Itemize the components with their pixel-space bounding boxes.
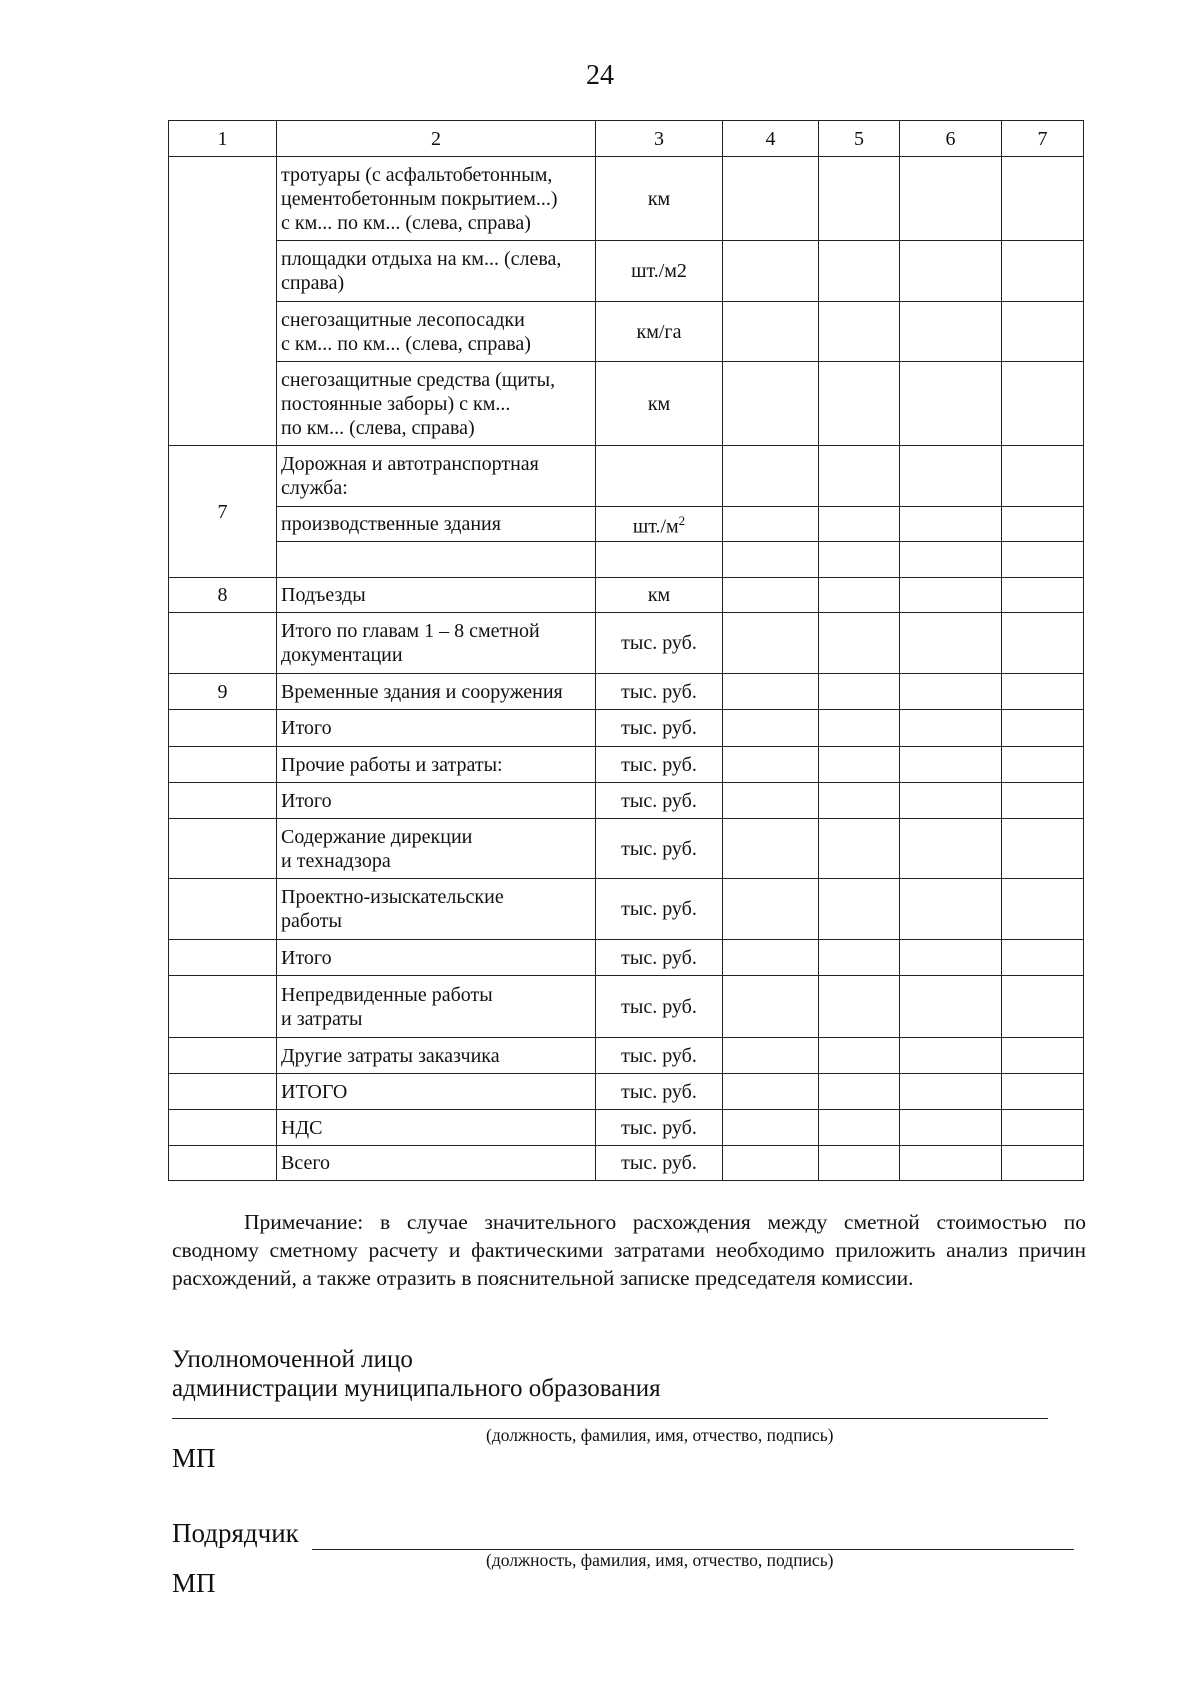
value-cell-col5 xyxy=(819,710,900,747)
table-row xyxy=(169,542,1084,578)
table-row xyxy=(169,241,1084,302)
unit-cell xyxy=(596,674,723,710)
value-cell-col4 xyxy=(723,362,819,446)
item-name-cell xyxy=(277,783,596,819)
page-number: 24 xyxy=(586,60,614,91)
value-cell-col7 xyxy=(1002,302,1084,362)
table-row xyxy=(169,747,1084,783)
item-name-cell xyxy=(277,362,596,446)
value-cell-col6 xyxy=(900,241,1002,302)
authorized-person xyxy=(172,1345,661,1403)
value-cell-col5 xyxy=(819,302,900,362)
item-name-text: тротуары (с асфальтобетонным, цементобетонным покрытием...) с км... по км... (слева, справа) xyxy=(281,163,558,234)
value-cell-col5 xyxy=(819,157,900,241)
authorized-line-1: Уполномоченной лицо xyxy=(172,1346,413,1373)
item-name-cell xyxy=(277,446,596,507)
item-name-text: НДС xyxy=(281,1116,323,1139)
item-name-text: ИТОГО xyxy=(281,1080,348,1103)
stamp-place-authorized: МП xyxy=(172,1443,216,1473)
item-name-text: Непредвиденные работы и затраты xyxy=(281,983,493,1030)
value-cell-col5 xyxy=(819,1038,900,1074)
value-cell-col4 xyxy=(723,1038,819,1074)
item-name-cell xyxy=(277,241,596,302)
header-cell-1: 1 xyxy=(169,121,277,157)
value-cell-col5 xyxy=(819,1146,900,1181)
unit-text: тыс. руб. xyxy=(621,1080,697,1103)
item-name-text: Временные здания и сооружения xyxy=(281,680,563,703)
value-cell-col7 xyxy=(1002,747,1084,783)
header-cell-6: 6 xyxy=(900,121,1002,157)
value-cell-col4 xyxy=(723,1074,819,1110)
unit-text: км xyxy=(647,187,671,210)
table-body xyxy=(169,121,1084,1181)
value-cell-col6 xyxy=(900,819,1002,879)
unit-text: тыс. руб. xyxy=(621,995,697,1018)
item-name-cell xyxy=(277,674,596,710)
item-name-cell xyxy=(277,542,596,578)
value-cell-col4 xyxy=(723,241,819,302)
unit-text: тыс. руб. xyxy=(621,753,697,776)
table-row xyxy=(169,1146,1084,1181)
value-cell-col4 xyxy=(723,976,819,1038)
row-number-cell xyxy=(169,783,277,819)
table-row xyxy=(169,613,1084,674)
contractor-label: Подрядчик xyxy=(172,1518,299,1548)
unit-text: тыс. руб. xyxy=(621,1044,697,1067)
unit-text: тыс. руб. xyxy=(621,1152,697,1174)
item-name-cell xyxy=(277,1074,596,1110)
value-cell-col5 xyxy=(819,507,900,542)
unit-cell xyxy=(596,819,723,879)
table-row xyxy=(169,578,1084,613)
value-cell-col7 xyxy=(1002,613,1084,674)
table-row xyxy=(169,302,1084,362)
header-cell-5: 5 xyxy=(819,121,900,157)
item-name-text: Другие затраты заказчика xyxy=(281,1044,500,1067)
row-number-cell xyxy=(169,819,277,879)
value-cell-col5 xyxy=(819,674,900,710)
unit-cell xyxy=(596,241,723,302)
value-cell-col4 xyxy=(723,507,819,542)
table-row xyxy=(169,783,1084,819)
value-cell-col7 xyxy=(1002,578,1084,613)
value-cell-col7 xyxy=(1002,241,1084,302)
value-cell-col7 xyxy=(1002,1074,1084,1110)
value-cell-col4 xyxy=(723,1146,819,1181)
value-cell-col7 xyxy=(1002,1110,1084,1146)
unit-text: км/га xyxy=(636,320,682,343)
unit-text: тыс. руб. xyxy=(621,632,697,654)
item-name-text: Итого xyxy=(281,946,332,969)
value-cell-col4 xyxy=(723,578,819,613)
item-name-text: Итого xyxy=(281,717,332,739)
unit-cell xyxy=(596,362,723,446)
table-header-row xyxy=(169,121,1084,157)
item-name-cell xyxy=(277,613,596,674)
value-cell-col5 xyxy=(819,1074,900,1110)
item-name-text: Дорожная и автотранспортная служба: xyxy=(281,453,539,499)
row-number-cell: 7 xyxy=(169,446,277,578)
unit-cell xyxy=(596,783,723,819)
item-name-cell xyxy=(277,302,596,362)
value-cell-col4 xyxy=(723,783,819,819)
value-cell-col4 xyxy=(723,1110,819,1146)
unit-cell xyxy=(596,542,723,578)
item-name-cell xyxy=(277,747,596,783)
unit-cell xyxy=(596,302,723,362)
unit-text: км xyxy=(647,584,671,606)
unit-text: тыс. руб. xyxy=(621,946,697,969)
value-cell-col6 xyxy=(900,783,1002,819)
value-cell-col4 xyxy=(723,819,819,879)
value-cell-col7 xyxy=(1002,674,1084,710)
item-name-text: Проектно-изыскательские работы xyxy=(281,886,504,932)
value-cell-col6 xyxy=(900,613,1002,674)
unit-text: тыс. руб. xyxy=(621,898,697,920)
item-name-cell xyxy=(277,976,596,1038)
item-name-cell xyxy=(277,507,596,542)
value-cell-col5 xyxy=(819,940,900,976)
item-name-cell xyxy=(277,879,596,940)
value-cell-col6 xyxy=(900,1146,1002,1181)
value-cell-col7 xyxy=(1002,362,1084,446)
value-cell-col4 xyxy=(723,302,819,362)
value-cell-col7 xyxy=(1002,157,1084,241)
header-cell-3: 3 xyxy=(596,121,723,157)
item-name-text: Подъезды xyxy=(281,584,366,606)
unit-cell xyxy=(596,976,723,1038)
unit-text: тыс. руб. xyxy=(621,680,697,703)
signature-line-authorized xyxy=(172,1418,1048,1419)
value-cell-col5 xyxy=(819,819,900,879)
value-cell-col5 xyxy=(819,446,900,507)
unit-cell xyxy=(596,1146,723,1181)
value-cell-col6 xyxy=(900,674,1002,710)
row-number-cell xyxy=(169,1074,277,1110)
value-cell-col4 xyxy=(723,157,819,241)
table-row xyxy=(169,976,1084,1038)
row-number-cell xyxy=(169,976,277,1038)
row-number-cell xyxy=(169,1110,277,1146)
row-number-cell xyxy=(169,1038,277,1074)
unit-cell xyxy=(596,1074,723,1110)
value-cell-col6 xyxy=(900,747,1002,783)
value-cell-col7 xyxy=(1002,542,1084,578)
unit-cell xyxy=(596,507,723,542)
value-cell-col4 xyxy=(723,674,819,710)
item-name-text: Итого по главам 1 – 8 сметной документации xyxy=(281,620,540,666)
unit-cell xyxy=(596,446,723,507)
value-cell-col4 xyxy=(723,940,819,976)
value-cell-col6 xyxy=(900,940,1002,976)
unit-text: тыс. руб. xyxy=(621,1116,697,1139)
item-name-text: снегозащитные средства (щиты, постоянные заборы) с км... по км... (слева, справа) xyxy=(281,368,556,439)
value-cell-col4 xyxy=(723,446,819,507)
table-row xyxy=(169,710,1084,747)
table-row xyxy=(169,507,1084,542)
value-cell-col7 xyxy=(1002,976,1084,1038)
value-cell-col5 xyxy=(819,747,900,783)
value-cell-col6 xyxy=(900,157,1002,241)
unit-cell xyxy=(596,710,723,747)
value-cell-col5 xyxy=(819,976,900,1038)
value-cell-col5 xyxy=(819,542,900,578)
item-name-cell xyxy=(277,1038,596,1074)
value-cell-col5 xyxy=(819,783,900,819)
value-cell-col4 xyxy=(723,542,819,578)
value-cell-col6 xyxy=(900,578,1002,613)
value-cell-col6 xyxy=(900,1110,1002,1146)
value-cell-col4 xyxy=(723,747,819,783)
value-cell-col6 xyxy=(900,362,1002,446)
value-cell-col6 xyxy=(900,976,1002,1038)
value-cell-col6 xyxy=(900,542,1002,578)
item-name-text: снегозащитные лесопосадки с км... по км... (слева, справа) xyxy=(281,308,531,355)
value-cell-col5 xyxy=(819,879,900,940)
row-number-cell: 8 xyxy=(169,578,277,613)
value-cell-col6 xyxy=(900,879,1002,940)
unit-cell xyxy=(596,1110,723,1146)
table-row xyxy=(169,362,1084,446)
item-name-text: площадки отдыха на км... (слева, справа) xyxy=(281,248,562,294)
value-cell-col4 xyxy=(723,613,819,674)
table-row xyxy=(169,674,1084,710)
item-name-text: Прочие работы и затраты: xyxy=(281,753,503,776)
stamp-place-contractor: МП xyxy=(172,1568,216,1598)
item-name-cell xyxy=(277,157,596,241)
item-name-cell xyxy=(277,1146,596,1181)
header-cell-2: 2 xyxy=(277,121,596,157)
signature-hint-contractor: (должность, фамилия, имя, отчество, подпись) xyxy=(486,1550,834,1570)
item-name-cell xyxy=(277,940,596,976)
table-row xyxy=(169,819,1084,879)
unit-cell xyxy=(596,1038,723,1074)
unit-superscript: 2 xyxy=(678,513,686,529)
row-number-cell xyxy=(169,710,277,747)
value-cell-col5 xyxy=(819,578,900,613)
value-cell-col4 xyxy=(723,710,819,747)
note-paragraph: Примечание: в случае значительного расхождения между сметной стоимостью по сводному сметному расчету и фактическими затратами необходимо приложить анализ причин расхождений, а также отразить в пояснительной записке председателя комиссии. xyxy=(172,1210,1086,1290)
value-cell-col6 xyxy=(900,1038,1002,1074)
item-name-cell xyxy=(277,578,596,613)
value-cell-col6 xyxy=(900,710,1002,747)
value-cell-col6 xyxy=(900,302,1002,362)
value-cell-col6 xyxy=(900,446,1002,507)
row-number-cell xyxy=(169,1146,277,1181)
row-number-cell xyxy=(169,613,277,674)
item-name-cell xyxy=(277,819,596,879)
item-name-text: производственные здания xyxy=(281,513,501,535)
value-cell-col4 xyxy=(723,879,819,940)
value-cell-col6 xyxy=(900,507,1002,542)
value-cell-col7 xyxy=(1002,1038,1084,1074)
item-name-cell xyxy=(277,1110,596,1146)
table-row xyxy=(169,1074,1084,1110)
unit-cell xyxy=(596,613,723,674)
table-row xyxy=(169,940,1084,976)
unit-text: тыс. руб. xyxy=(621,789,697,812)
value-cell-col7 xyxy=(1002,783,1084,819)
value-cell-col5 xyxy=(819,362,900,446)
item-name-text: Всего xyxy=(281,1152,331,1174)
table-row xyxy=(169,1110,1084,1146)
table-row xyxy=(169,1038,1084,1074)
item-name-text: Итого xyxy=(281,789,332,812)
value-cell-col7 xyxy=(1002,940,1084,976)
row-number-cell xyxy=(169,157,277,446)
value-cell-col7 xyxy=(1002,819,1084,879)
row-number-cell xyxy=(169,940,277,976)
value-cell-col6 xyxy=(900,1074,1002,1110)
value-cell-col5 xyxy=(819,1110,900,1146)
value-cell-col7 xyxy=(1002,446,1084,507)
table-row xyxy=(169,879,1084,940)
row-number-cell: 9 xyxy=(169,674,277,710)
header-cell-4: 4 xyxy=(723,121,819,157)
item-name-text: Содержание дирекции и технадзора xyxy=(281,825,473,872)
value-cell-col7 xyxy=(1002,879,1084,940)
table-row xyxy=(169,446,1084,507)
table-row xyxy=(169,157,1084,241)
item-name-cell xyxy=(277,710,596,747)
unit-text: км xyxy=(647,392,671,415)
unit-cell xyxy=(596,578,723,613)
value-cell-col7 xyxy=(1002,507,1084,542)
row-number-cell xyxy=(169,879,277,940)
value-cell-col5 xyxy=(819,241,900,302)
estimate-table xyxy=(168,120,1084,1181)
unit-text: тыс. руб. xyxy=(621,837,697,860)
authorized-line-2: администрации муниципального образования xyxy=(172,1375,661,1402)
value-cell-col7 xyxy=(1002,1146,1084,1181)
value-cell-col5 xyxy=(819,613,900,674)
row-number-cell xyxy=(169,747,277,783)
unit-text: шт./м xyxy=(632,515,679,538)
unit-cell xyxy=(596,157,723,241)
value-cell-col7 xyxy=(1002,710,1084,747)
unit-cell xyxy=(596,747,723,783)
header-cell-7: 7 xyxy=(1002,121,1084,157)
signature-hint-authorized: (должность, фамилия, имя, отчество, подпись) xyxy=(486,1425,834,1445)
unit-text: тыс. руб. xyxy=(621,717,697,739)
unit-cell xyxy=(596,879,723,940)
unit-text: шт./м2 xyxy=(631,260,687,282)
unit-cell xyxy=(596,940,723,976)
